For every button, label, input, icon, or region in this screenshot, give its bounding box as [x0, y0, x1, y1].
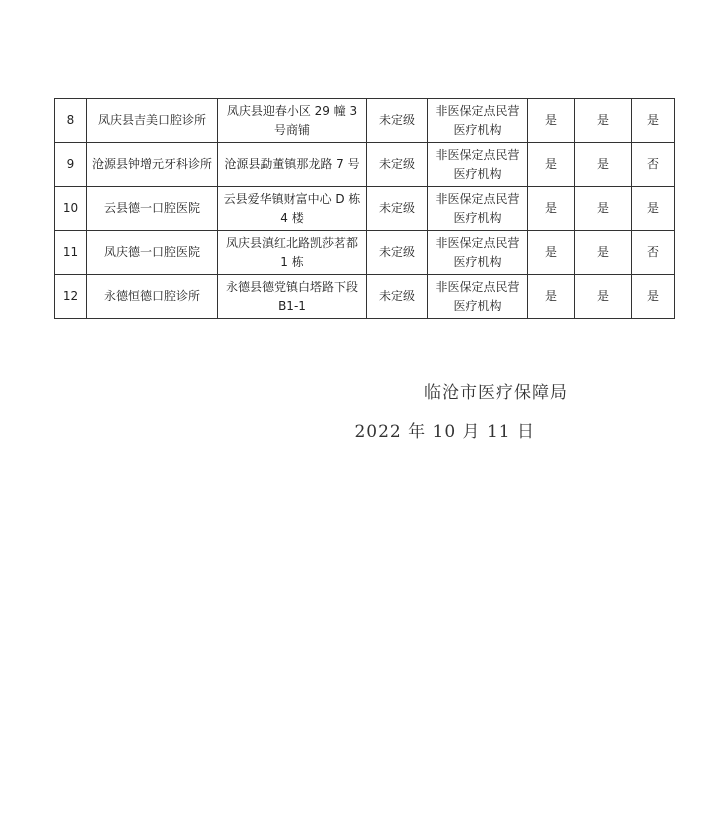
flag-cell: 是 — [575, 187, 632, 231]
row-number: 12 — [55, 275, 87, 319]
institution-address: 云县爱华镇财富中心 D 栋 4 楼 — [218, 187, 367, 231]
flag-cell: 是 — [528, 143, 575, 187]
flag-cell: 是 — [575, 231, 632, 275]
row-number: 10 — [55, 187, 87, 231]
table-row — [55, 143, 675, 187]
table-row — [55, 187, 675, 231]
institution-type: 非医保定点民营医疗机构 — [428, 187, 528, 231]
flag-cell: 是 — [575, 143, 632, 187]
institution-name: 云县德一口腔医院 — [87, 187, 218, 231]
table-body — [55, 99, 675, 319]
institution-level: 未定级 — [367, 187, 428, 231]
institution-name: 凤庆县吉美口腔诊所 — [87, 99, 218, 143]
row-number: 9 — [55, 143, 87, 187]
institution-type: 非医保定点民营医疗机构 — [428, 99, 528, 143]
flag-cell: 是 — [575, 275, 632, 319]
institution-address: 沧源县勐董镇那龙路 7 号 — [218, 143, 367, 187]
flag-cell: 是 — [528, 99, 575, 143]
issuing-authority: 临沧市医疗保障局 — [424, 383, 568, 403]
table-row — [55, 99, 675, 143]
institution-table — [54, 98, 675, 319]
issue-date: 2022 年 10 月 11 日 — [354, 422, 535, 442]
flag-cell: 是 — [528, 187, 575, 231]
institution-type: 非医保定点民营医疗机构 — [428, 275, 528, 319]
flag-cell: 否 — [632, 231, 675, 275]
table-row — [55, 231, 675, 275]
flag-cell: 是 — [632, 99, 675, 143]
institution-level: 未定级 — [367, 231, 428, 275]
institution-name: 沧源县钟增元牙科诊所 — [87, 143, 218, 187]
flag-cell: 是 — [632, 275, 675, 319]
institution-level: 未定级 — [367, 143, 428, 187]
institution-address: 凤庆县迎春小区 29 幢 3 号商铺 — [218, 99, 367, 143]
institution-name: 永德恒德口腔诊所 — [87, 275, 218, 319]
institution-address: 凤庆县滇红北路凯莎茗都 1 栋 — [218, 231, 367, 275]
flag-cell: 是 — [528, 275, 575, 319]
institution-level: 未定级 — [367, 275, 428, 319]
institution-level: 未定级 — [367, 99, 428, 143]
flag-cell: 是 — [575, 99, 632, 143]
institution-type: 非医保定点民营医疗机构 — [428, 231, 528, 275]
table-row — [55, 275, 675, 319]
flag-cell: 是 — [632, 187, 675, 231]
institution-name: 凤庆德一口腔医院 — [87, 231, 218, 275]
institution-type: 非医保定点民营医疗机构 — [428, 143, 528, 187]
flag-cell: 是 — [528, 231, 575, 275]
flag-cell: 否 — [632, 143, 675, 187]
row-number: 8 — [55, 99, 87, 143]
institution-address: 永德县德党镇白塔路下段 B1-1 — [218, 275, 367, 319]
row-number: 11 — [55, 231, 87, 275]
